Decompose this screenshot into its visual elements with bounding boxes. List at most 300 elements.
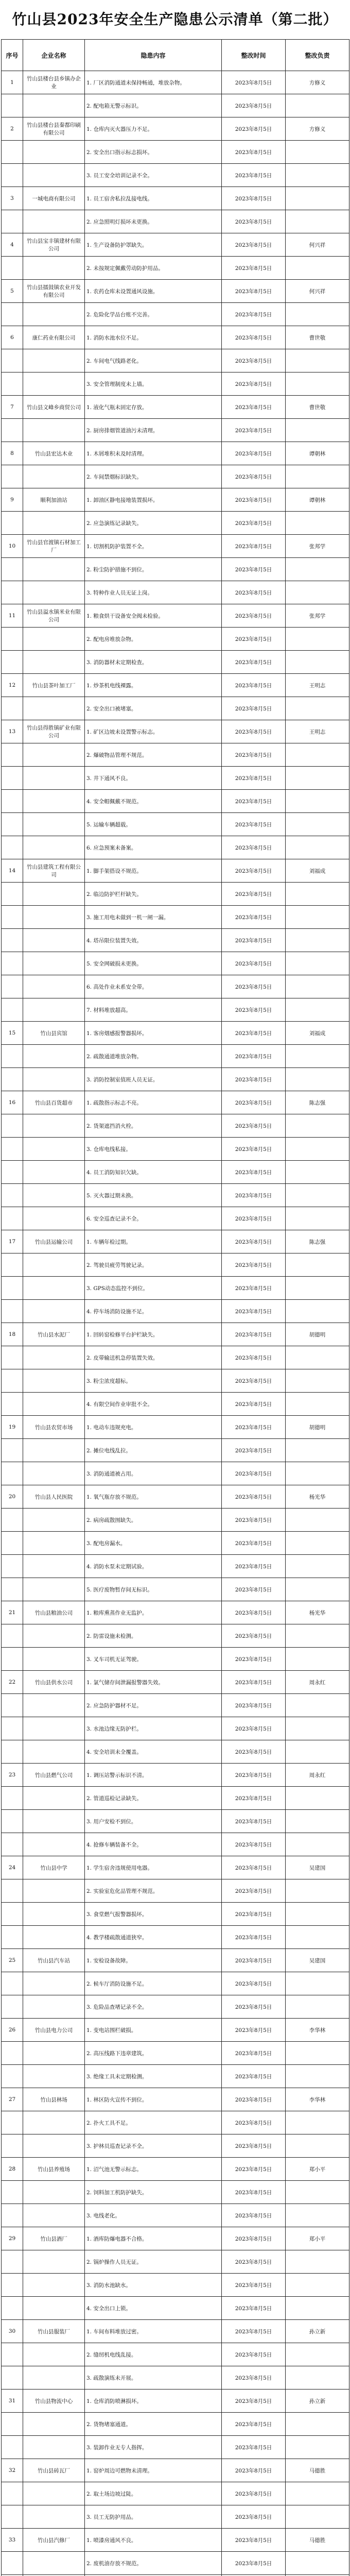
cell-person: 马德胜 xyxy=(286,2529,349,2552)
cell-company: 竹山县人民医院 xyxy=(23,1485,85,1509)
cell-date: 2023年8月5日 xyxy=(222,2134,286,2158)
cell-no xyxy=(2,1648,23,1671)
cell-person xyxy=(286,929,349,952)
cell-company xyxy=(23,1903,85,1926)
cell-date: 2023年8月5日 xyxy=(222,94,286,117)
table-row xyxy=(2,488,349,512)
cell-company xyxy=(23,2274,85,2297)
cell-company xyxy=(23,1624,85,1648)
table-row xyxy=(2,859,349,883)
cell-no xyxy=(2,813,23,836)
cell-issue: 4. 安全出口上锁。 xyxy=(85,2297,222,2320)
cell-date: 2023年8月5日 xyxy=(222,1230,286,1253)
cell-no xyxy=(2,581,23,604)
cell-date: 2023年8月5日 xyxy=(222,1833,286,1856)
cell-person xyxy=(286,2065,349,2088)
cell-issue: 3. 特种作业人员无证上岗。 xyxy=(85,581,222,604)
cell-date: 2023年8月5日 xyxy=(222,117,286,141)
cell-date: 2023年8月5日 xyxy=(222,1810,286,1833)
cell-company: 竹山县酒厂 xyxy=(23,2227,85,2250)
cell-date: 2023年8月5日 xyxy=(222,210,286,233)
cell-issue: 1. 喷漆房通风不良。 xyxy=(85,2529,222,2552)
cell-issue: 2. 车间电气线路老化。 xyxy=(85,349,222,372)
cell-date: 2023年8月5日 xyxy=(222,1323,286,1346)
cell-issue: 2. 安全出口指示标志损坏。 xyxy=(85,141,222,164)
table-row xyxy=(2,1601,349,1624)
table-row xyxy=(2,558,349,581)
cell-issue: 3. 配电房漏水。 xyxy=(85,1532,222,1555)
table-row xyxy=(2,975,349,998)
cell-person xyxy=(286,1369,349,1393)
table-row xyxy=(2,303,349,326)
cell-person xyxy=(286,2042,349,2065)
cell-date: 2023年8月5日 xyxy=(222,1694,286,1717)
cell-no: 28 xyxy=(2,2158,23,2181)
cell-issue: 2. 配电房堆放杂物。 xyxy=(85,628,222,651)
table-row xyxy=(2,998,349,1022)
table-row xyxy=(2,1648,349,1671)
cell-date: 2023年8月5日 xyxy=(222,2250,286,2274)
table-row xyxy=(2,2181,349,2204)
cell-issue: 3. 消防水池缺水。 xyxy=(85,2274,222,2297)
cell-no: 11 xyxy=(2,604,23,628)
cell-company xyxy=(23,1694,85,1717)
cell-issue: 5. 医疗废物暂存间无标识。 xyxy=(85,1578,222,1601)
cell-issue: 2. 实验室危化品管理不规范。 xyxy=(85,1879,222,1903)
cell-no xyxy=(2,1253,23,1277)
cell-person: 方修义 xyxy=(286,71,349,94)
cell-date: 2023年8月5日 xyxy=(222,1671,286,1694)
table-row xyxy=(2,883,349,906)
cell-issue: 1. 消防水池水位不足。 xyxy=(85,326,222,349)
cell-person xyxy=(286,1555,349,1578)
cell-issue: 2. 临边防护栏杆缺失。 xyxy=(85,883,222,906)
cell-issue: 3. 护林员巡查记录不全。 xyxy=(85,2134,222,2158)
cell-company: 竹山县供水公司 xyxy=(23,1671,85,1694)
table-row xyxy=(2,952,349,975)
cell-person xyxy=(286,2343,349,2366)
cell-date: 2023年8月5日 xyxy=(222,71,286,94)
cell-issue: 2. 危险化学品台账不完善。 xyxy=(85,303,222,326)
table-row xyxy=(2,651,349,674)
table-row xyxy=(2,117,349,141)
table-row xyxy=(2,1022,349,1045)
cell-date: 2023年8月5日 xyxy=(222,1485,286,1509)
cell-person: 郑小平 xyxy=(286,2227,349,2250)
cell-no xyxy=(2,1717,23,1740)
cell-company: 竹山县服装厂 xyxy=(23,2320,85,2343)
cell-company xyxy=(23,1972,85,1995)
cell-person: 何兴祥 xyxy=(286,280,349,303)
cell-company: 竹山县得胜镇矿业有限公司 xyxy=(23,720,85,743)
cell-date: 2023年8月5日 xyxy=(222,1393,286,1416)
cell-no: 21 xyxy=(2,1601,23,1624)
cell-person xyxy=(286,1114,349,1138)
table-row xyxy=(2,674,349,697)
cell-date: 2023年8月5日 xyxy=(222,2436,286,2459)
cell-company: 竹山县中学 xyxy=(23,1856,85,1879)
cell-company xyxy=(23,2297,85,2320)
table-row xyxy=(2,1879,349,1903)
cell-company: 竹山县林场 xyxy=(23,2088,85,2111)
cell-date: 2023年8月5日 xyxy=(222,558,286,581)
cell-issue: 3. 水池边缘无防护栏。 xyxy=(85,1717,222,1740)
table-row xyxy=(2,535,349,558)
table-row xyxy=(2,2529,349,2552)
cell-no xyxy=(2,767,23,790)
table-row xyxy=(2,1045,349,1068)
cell-date: 2023年8月5日 xyxy=(222,1045,286,1068)
cell-no xyxy=(2,1833,23,1856)
cell-issue: 6. 应急预案未备案。 xyxy=(85,836,222,859)
cell-no: 30 xyxy=(2,2320,23,2343)
cell-no: 8 xyxy=(2,442,23,465)
cell-person xyxy=(286,1068,349,1091)
cell-company: 竹山县楼台县秦都印刷有限公司 xyxy=(23,117,85,141)
cell-issue: 1. 液化气瓶未固定存放。 xyxy=(85,396,222,419)
cell-issue: 3. 用户安检不到位。 xyxy=(85,1810,222,1833)
cell-no xyxy=(2,2134,23,2158)
cell-no: 26 xyxy=(2,2019,23,2042)
table-row xyxy=(2,2482,349,2505)
cell-no: 24 xyxy=(2,1856,23,1879)
table-row xyxy=(2,141,349,164)
cell-company xyxy=(23,1369,85,1393)
cell-no xyxy=(2,349,23,372)
cell-no: 29 xyxy=(2,2227,23,2250)
cell-date: 2023年8月5日 xyxy=(222,396,286,419)
cell-no xyxy=(2,419,23,442)
cell-issue: 3. 粉尘浓度超标。 xyxy=(85,1369,222,1393)
hazard-table xyxy=(1,39,349,2576)
cell-company xyxy=(23,1879,85,1903)
cell-person: 王明志 xyxy=(286,674,349,697)
cell-no xyxy=(2,2042,23,2065)
table-row xyxy=(2,210,349,233)
cell-company xyxy=(23,164,85,187)
cell-no xyxy=(2,1787,23,1810)
cell-date: 2023年8月5日 xyxy=(222,488,286,512)
table-row xyxy=(2,1393,349,1416)
cell-date: 2023年8月5日 xyxy=(222,651,286,674)
cell-person: 杨光华 xyxy=(286,1485,349,1509)
cell-date: 2023年8月5日 xyxy=(222,883,286,906)
cell-no xyxy=(2,1624,23,1648)
cell-no xyxy=(2,1555,23,1578)
cell-no xyxy=(2,929,23,952)
cell-issue: 5. 安全网破损未更换。 xyxy=(85,952,222,975)
cell-date: 2023年8月5日 xyxy=(222,1903,286,1926)
cell-no xyxy=(2,1393,23,1416)
cell-date: 2023年8月5日 xyxy=(222,1972,286,1995)
cell-company xyxy=(23,1810,85,1833)
table-row xyxy=(2,2065,349,2088)
cell-no xyxy=(2,2436,23,2459)
cell-date: 2023年8月5日 xyxy=(222,2111,286,2134)
cell-no: 13 xyxy=(2,720,23,743)
cell-company xyxy=(23,1138,85,1161)
cell-person xyxy=(286,2250,349,2274)
cell-no xyxy=(2,1903,23,1926)
cell-company: 竹山县宝丰镇建材有限公司 xyxy=(23,233,85,257)
cell-person xyxy=(286,2111,349,2134)
cell-date: 2023年8月5日 xyxy=(222,836,286,859)
cell-no: 19 xyxy=(2,1416,23,1439)
cell-no xyxy=(2,975,23,998)
cell-date: 2023年8月5日 xyxy=(222,813,286,836)
cell-no xyxy=(2,2552,23,2575)
cell-company xyxy=(23,813,85,836)
table-row xyxy=(2,1068,349,1091)
cell-issue: 1. 疏散指示标志不亮。 xyxy=(85,1091,222,1114)
cell-company xyxy=(23,883,85,906)
cell-no: 12 xyxy=(2,674,23,697)
cell-person: 马德胜 xyxy=(286,2459,349,2482)
cell-issue: 2. 扑火工具不足。 xyxy=(85,2111,222,2134)
cell-issue: 3. 绝缘工具未定期检测。 xyxy=(85,2065,222,2088)
table-row xyxy=(2,1300,349,1323)
table-row xyxy=(2,1161,349,1184)
cell-no xyxy=(2,2505,23,2529)
table-row xyxy=(2,2250,349,2274)
cell-company xyxy=(23,2065,85,2088)
cell-company: 竹山县砖瓦厂 xyxy=(23,2459,85,2482)
cell-issue: 2. 防雷设施未检测。 xyxy=(85,1624,222,1648)
cell-person xyxy=(286,2505,349,2529)
cell-no xyxy=(2,1462,23,1485)
cell-date: 2023年8月5日 xyxy=(222,697,286,720)
cell-issue: 4. 教学楼疏散通道狭窄。 xyxy=(85,1926,222,1949)
table-row xyxy=(2,2019,349,2042)
cell-person: 陈志强 xyxy=(286,1091,349,1114)
table-row xyxy=(2,2111,349,2134)
cell-issue: 2. 缝纫机电线乱接。 xyxy=(85,2343,222,2366)
cell-no xyxy=(2,2297,23,2320)
cell-date: 2023年8月5日 xyxy=(222,2042,286,2065)
cell-no xyxy=(2,1578,23,1601)
table-body xyxy=(2,71,349,2576)
cell-no: 7 xyxy=(2,396,23,419)
cell-company xyxy=(23,1462,85,1485)
cell-company xyxy=(23,2250,85,2274)
cell-issue: 1. 调压站警示标识不清。 xyxy=(85,1764,222,1787)
cell-person: 张邦学 xyxy=(286,604,349,628)
cell-issue: 3. 食堂燃气报警器损坏。 xyxy=(85,1903,222,1926)
cell-issue: 6. 安全巡查记录不全。 xyxy=(85,1207,222,1230)
cell-issue: 1. 员工宿舍私拉乱接电线。 xyxy=(85,187,222,210)
cell-date: 2023年8月5日 xyxy=(222,929,286,952)
cell-date: 2023年8月5日 xyxy=(222,280,286,303)
table-row xyxy=(2,2297,349,2320)
cell-no xyxy=(2,1045,23,1068)
cell-date: 2023年8月5日 xyxy=(222,1138,286,1161)
cell-company xyxy=(23,2366,85,2389)
page-title: 竹山县2023年安全生产隐患公示清单（第二批） xyxy=(12,11,338,28)
table-row xyxy=(2,71,349,94)
cell-company xyxy=(23,1926,85,1949)
table-row xyxy=(2,2436,349,2459)
cell-person xyxy=(286,1903,349,1926)
cell-person: 吴建国 xyxy=(286,1856,349,1879)
cell-no xyxy=(2,372,23,396)
cell-company xyxy=(23,790,85,813)
cell-person xyxy=(286,1439,349,1462)
cell-person: 曹世敬 xyxy=(286,326,349,349)
table-row xyxy=(2,2505,349,2529)
cell-company: 竹山县汽车站 xyxy=(23,1949,85,1972)
cell-person xyxy=(286,883,349,906)
cell-no: 9 xyxy=(2,488,23,512)
table-row xyxy=(2,349,349,372)
cell-person: 孙立新 xyxy=(286,2320,349,2343)
cell-date: 2023年8月5日 xyxy=(222,326,286,349)
cell-company xyxy=(23,1161,85,1184)
table-row xyxy=(2,326,349,349)
cell-issue: 1. 矿区边坡未设置警示标志。 xyxy=(85,720,222,743)
cell-no xyxy=(2,2366,23,2389)
table-row xyxy=(2,697,349,720)
cell-date: 2023年8月5日 xyxy=(222,1648,286,1671)
table-row xyxy=(2,1578,349,1601)
cell-person: 郑小平 xyxy=(286,2158,349,2181)
table-header-row xyxy=(2,40,349,71)
cell-no: 5 xyxy=(2,280,23,303)
cell-company xyxy=(23,303,85,326)
cell-issue: 1. 回转窑检修平台护栏缺失。 xyxy=(85,1323,222,1346)
cell-issue: 4. 抢修车辆装备不全。 xyxy=(85,1833,222,1856)
cell-no: 20 xyxy=(2,1485,23,1509)
cell-person xyxy=(286,1045,349,1068)
header-date: 整改时间 xyxy=(222,40,286,71)
cell-company: 竹山县汽修厂 xyxy=(23,2529,85,2552)
cell-no xyxy=(2,141,23,164)
table-row xyxy=(2,1926,349,1949)
cell-person xyxy=(286,628,349,651)
cell-company xyxy=(23,1509,85,1532)
cell-person: 王明志 xyxy=(286,720,349,743)
cell-person xyxy=(286,581,349,604)
cell-person: 刘福成 xyxy=(286,1022,349,1045)
cell-person xyxy=(286,1833,349,1856)
table-row xyxy=(2,442,349,465)
cell-no: 14 xyxy=(2,859,23,883)
cell-company: 竹山县电力公司 xyxy=(23,2019,85,2042)
table-row xyxy=(2,813,349,836)
cell-date: 2023年8月5日 xyxy=(222,1717,286,1740)
cell-no xyxy=(2,1926,23,1949)
cell-no xyxy=(2,651,23,674)
cell-company xyxy=(23,210,85,233)
table-row xyxy=(2,2552,349,2575)
cell-company xyxy=(23,1555,85,1578)
cell-issue: 2. 货物堵塞通道。 xyxy=(85,2413,222,2436)
cell-no xyxy=(2,1509,23,1532)
cell-company xyxy=(23,628,85,651)
cell-no: 4 xyxy=(2,233,23,257)
cell-person xyxy=(286,141,349,164)
cell-date: 2023年8月5日 xyxy=(222,2019,286,2042)
cell-person: 谭朝林 xyxy=(286,488,349,512)
table-row xyxy=(2,372,349,396)
cell-date: 2023年8月5日 xyxy=(222,1740,286,1764)
cell-no xyxy=(2,790,23,813)
cell-person xyxy=(286,2274,349,2297)
cell-no xyxy=(2,558,23,581)
table-row xyxy=(2,790,349,813)
cell-issue: 2. 候车厅消防设施不足。 xyxy=(85,1972,222,1995)
cell-issue: 2. 管道巡检记录缺失。 xyxy=(85,1787,222,1810)
cell-person xyxy=(286,94,349,117)
cell-issue: 2. 皮带输送机急停装置失效。 xyxy=(85,1346,222,1369)
cell-date: 2023年8月5日 xyxy=(222,257,286,280)
cell-person xyxy=(286,2436,349,2459)
cell-issue: 2. 未按规定佩戴劳动防护用品。 xyxy=(85,257,222,280)
cell-company xyxy=(23,558,85,581)
cell-company: 竹山县百货超市 xyxy=(23,1091,85,1114)
table-row xyxy=(2,1671,349,1694)
cell-date: 2023年8月5日 xyxy=(222,1879,286,1903)
cell-no: 2 xyxy=(2,117,23,141)
cell-no xyxy=(2,836,23,859)
cell-person xyxy=(286,1207,349,1230)
cell-issue: 2. 驾驶员疲劳驾驶记录。 xyxy=(85,1253,222,1277)
cell-issue: 3. 消防控制室值班人员无证。 xyxy=(85,1068,222,1091)
header-no: 序号 xyxy=(2,40,23,71)
cell-person: 周永红 xyxy=(286,1671,349,1694)
cell-issue: 2. 废机油存放不规范。 xyxy=(85,2552,222,2575)
cell-company xyxy=(23,2482,85,2505)
cell-issue: 2. 病房疏散图缺失。 xyxy=(85,1509,222,1532)
table-row xyxy=(2,512,349,535)
table-row xyxy=(2,396,349,419)
table-row xyxy=(2,1277,349,1300)
cell-person xyxy=(286,813,349,836)
cell-issue: 2. 爆破物品管理不规范。 xyxy=(85,743,222,767)
cell-date: 2023年8月5日 xyxy=(222,859,286,883)
cell-no xyxy=(2,465,23,488)
cell-date: 2023年8月5日 xyxy=(222,465,286,488)
cell-issue: 1. 变电站围栏破损。 xyxy=(85,2019,222,2042)
cell-no xyxy=(2,883,23,906)
cell-date: 2023年8月5日 xyxy=(222,1369,286,1393)
cell-date: 2023年8月5日 xyxy=(222,2552,286,2575)
cell-issue: 1. 脚手架搭设不规范。 xyxy=(85,859,222,883)
cell-person xyxy=(286,303,349,326)
cell-company xyxy=(23,1648,85,1671)
cell-no xyxy=(2,743,23,767)
cell-date: 2023年8月5日 xyxy=(222,1578,286,1601)
table-row xyxy=(2,1462,349,1485)
cell-person xyxy=(286,1879,349,1903)
cell-person xyxy=(286,257,349,280)
cell-no: 1 xyxy=(2,71,23,94)
table-row xyxy=(2,2134,349,2158)
cell-date: 2023年8月5日 xyxy=(222,164,286,187)
cell-person xyxy=(286,1300,349,1323)
cell-date: 2023年8月5日 xyxy=(222,1207,286,1230)
cell-issue: 2. 饲料加工机防护缺失。 xyxy=(85,2181,222,2204)
cell-company xyxy=(23,651,85,674)
cell-company xyxy=(23,697,85,720)
table-row xyxy=(2,720,349,743)
table-row xyxy=(2,1764,349,1787)
table-row xyxy=(2,1740,349,1764)
cell-no xyxy=(2,2181,23,2204)
cell-date: 2023年8月5日 xyxy=(222,1300,286,1323)
table-row xyxy=(2,1555,349,1578)
cell-person xyxy=(286,1184,349,1207)
cell-company xyxy=(23,2436,85,2459)
